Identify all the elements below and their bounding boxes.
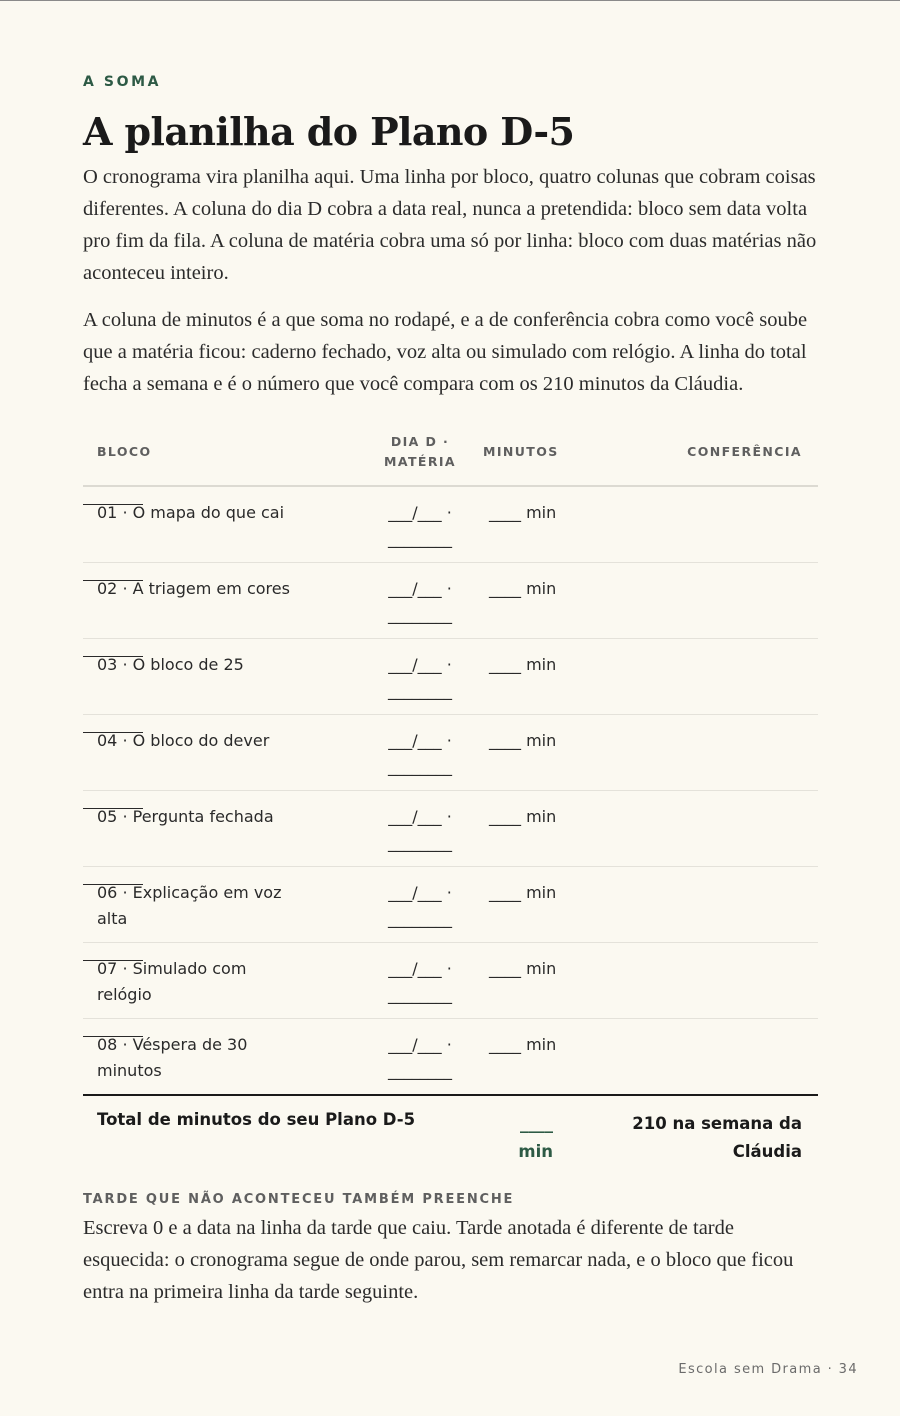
materia-blank: ________ [388, 681, 452, 700]
row-minutos[interactable]: ____ min [489, 1035, 557, 1054]
table-row [83, 639, 818, 715]
dia-blank: ___/___ · [388, 503, 452, 522]
dia-blank: ___/___ · [388, 655, 452, 674]
dia-blank: ___/___ · [388, 731, 452, 750]
plan-table [83, 420, 818, 1186]
table-header [83, 420, 818, 487]
row-minutos[interactable]: ____ min [489, 731, 557, 750]
header-minutos: MINUTOS [483, 444, 559, 459]
total-row [83, 1096, 818, 1186]
total-blank: ____ [520, 1114, 553, 1133]
row-bloco: 05 · Pergunta fechada [97, 807, 274, 826]
row-bloco: 02 · A triagem em cores [97, 579, 290, 598]
row-dia-materia[interactable] [375, 880, 465, 932]
row-bloco: 01 · O mapa do que cai [97, 503, 285, 522]
header-conferencia: CONFERÊNCIA [687, 444, 802, 459]
row-dia-materia[interactable] [375, 728, 465, 780]
row-minutos[interactable]: ____ min [489, 503, 557, 522]
dia-blank: ___/___ · [388, 807, 452, 826]
table-row [83, 715, 818, 791]
row-minutos[interactable]: ____ min [489, 807, 557, 826]
table-row [83, 1019, 818, 1096]
page-title: A planilha do Plano D-5 [83, 109, 575, 154]
row-bloco: 06 · Explicação em voz alta [97, 883, 282, 928]
total-reference: 210 na semana da Cláudia [632, 1114, 802, 1161]
materia-blank: ________ [388, 529, 452, 548]
materia-blank: ________ [388, 909, 452, 928]
materia-blank: ________ [388, 985, 452, 1004]
second-paragraph: A coluna de minutos é a que soma no rodapé, e a de conferência cobra como você soube que a matéria ficou: caderno fechado, voz alta ou simulado com relógio. A linha do total fecha a semana e é o número que você compara com os 210 minutos da Cláudia. [83, 309, 808, 395]
note-text: Escreva 0 e a data na linha da tarde que caiu. Tarde anotada é diferente de tarde esquecida: o cronograma segue de onde parou, sem remarcar nada, e o bloco que ficou entra na primeira linha da tarde seguinte. [83, 1217, 794, 1303]
materia-blank: ________ [388, 605, 452, 624]
row-bloco: 07 · Simulado com relógio [97, 959, 247, 1004]
intro-paragraph: O cronograma vira planilha aqui. Uma linha por bloco, quatro colunas que cobram coisas diferentes. A coluna do dia D cobra a data real, nunca a pretendida: bloco sem data volta pro fim da fila. A coluna de matéria cobra uma só por linha: bloco com duas matérias não aconteceu inteiro. [83, 166, 817, 284]
total-label: Total de minutos do seu Plano D-5 [97, 1110, 416, 1129]
page-footer: Escola sem Drama · 34 [678, 1362, 858, 1377]
header-dia-line2: MATÉRIA [384, 454, 456, 469]
note-heading: TARDE QUE NÃO ACONTECEU TAMBÉM PREENCHE [83, 1192, 515, 1207]
table-row [83, 867, 818, 943]
header-bloco: BLOCO [97, 444, 152, 459]
row-dia-materia[interactable] [375, 576, 465, 628]
materia-blank: ________ [388, 833, 452, 852]
total-minutes[interactable] [483, 1110, 553, 1166]
row-minutos[interactable]: ____ min [489, 883, 557, 902]
dia-blank: ___/___ · [388, 959, 452, 978]
section-kicker: A SOMA [83, 74, 162, 90]
row-dia-materia[interactable] [375, 956, 465, 1008]
row-bloco: 04 · O bloco do dever [97, 731, 270, 750]
row-dia-materia[interactable] [375, 1032, 465, 1084]
row-dia-materia[interactable] [375, 804, 465, 856]
total-unit: min [518, 1142, 553, 1161]
row-minutos[interactable]: ____ min [489, 959, 557, 978]
table-row [83, 943, 818, 1019]
row-bloco: 08 · Véspera de 30 minutos [97, 1035, 248, 1080]
table-row [83, 563, 818, 639]
dia-blank: ___/___ · [388, 1035, 452, 1054]
row-dia-materia[interactable] [375, 500, 465, 552]
row-dia-materia[interactable] [375, 652, 465, 704]
dia-blank: ___/___ · [388, 579, 452, 598]
table-row [83, 791, 818, 867]
row-minutos[interactable]: ____ min [489, 579, 557, 598]
row-bloco: 03 · O bloco de 25 [97, 655, 244, 674]
dia-blank: ___/___ · [388, 883, 452, 902]
row-minutos[interactable]: ____ min [489, 655, 557, 674]
top-border [0, 0, 900, 1]
materia-blank: ________ [388, 757, 452, 776]
materia-blank: ________ [388, 1061, 452, 1080]
table-row [83, 487, 818, 563]
header-dia-line1: DIA D · [390, 434, 450, 449]
header-dia-materia [375, 432, 465, 472]
